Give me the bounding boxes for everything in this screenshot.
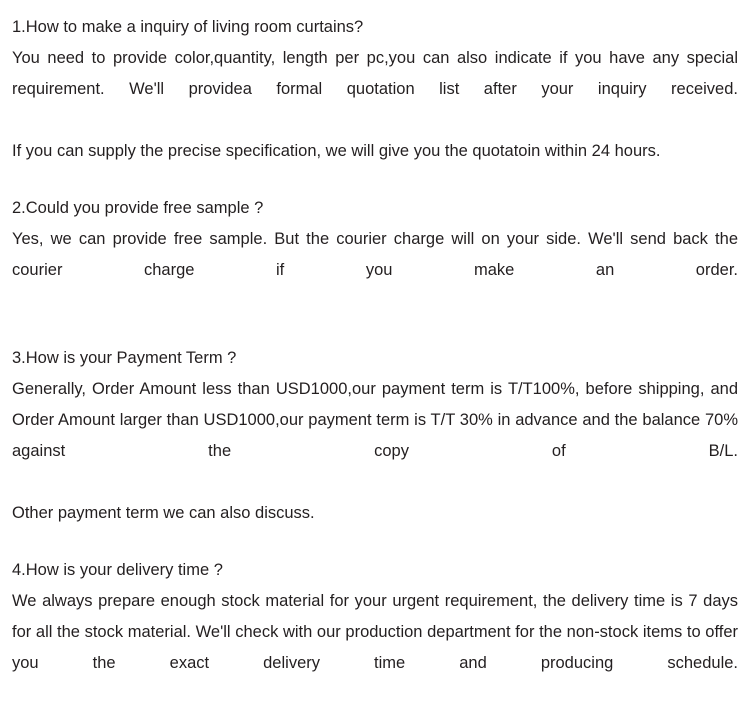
- faq-answer-paragraph: We always prepare enough stock material for your urgent requirement, the delivery time is 7 days for all the stock material. We'll check with our production department for the non-stock items to offer you the exact delivery time and producing schedule.: [12, 592, 738, 672]
- faq-item-4: [12, 555, 738, 710]
- faq-question: 2.Could you provide free sample ?: [12, 199, 264, 217]
- faq-answer-paragraph: Yes, we can provide free sample. But the courier charge will on your side. We'll send back the courier charge if you make an order.: [12, 230, 738, 279]
- faq-question: 1.How to make a inquiry of living room curtains?: [12, 18, 364, 36]
- faq-question: 3.How is your Payment Term ?: [12, 349, 237, 367]
- faq-answer-paragraph: You need to provide color,quantity, length per pc,you can also indicate if you have any special requirement. We'll providea formal quotation list after your inquiry received.: [12, 49, 738, 98]
- faq-answer-paragraph: If you can supply the precise specification, we will give you the quotatoin within 24 hours.: [12, 142, 661, 160]
- faq-answer-paragraph: Generally, Order Amount less than USD1000,our payment term is T/T100%, before shipping, and Order Amount larger than USD1000,our payment term is T/T 30% in advance and the balance 70% against the copy of B/L.: [12, 380, 738, 460]
- faq-item-2: [12, 193, 738, 317]
- faq-item-1: [12, 12, 738, 167]
- faq-answer-paragraph: Other payment term we can also discuss.: [12, 504, 315, 522]
- faq-item-3: [12, 343, 738, 529]
- faq-question: 4.How is your delivery time ?: [12, 561, 223, 579]
